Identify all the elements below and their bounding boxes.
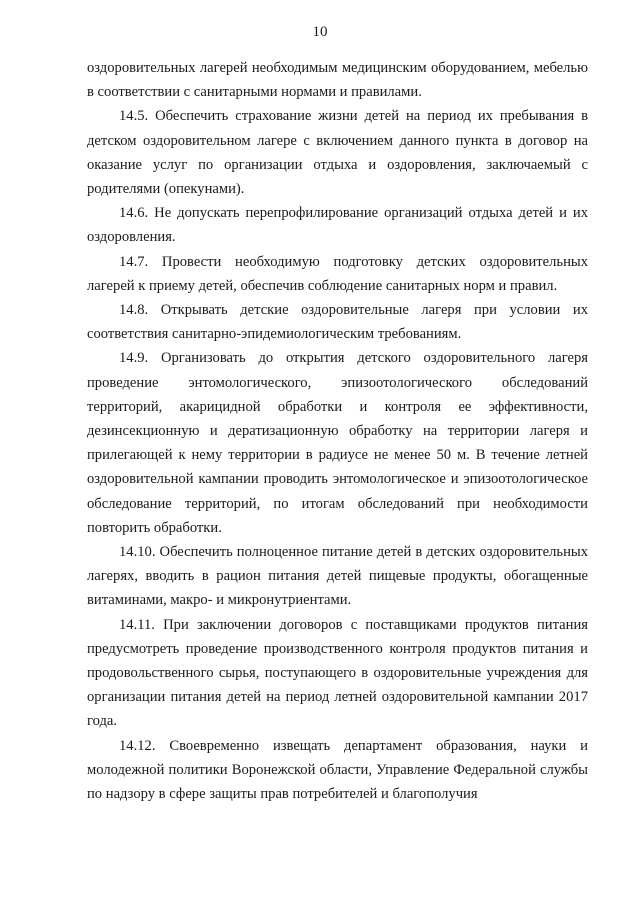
paragraph-14-11: 14.11. При заключении договоров с поставщиками продуктов питания предусмотреть проведение производственного контроля продуктов питания и продовольственного сырья, поступающего в оздоровительные учреждения для организации питания детей на период летней оздоровительной кампании 2017 года. <box>87 616 588 730</box>
paragraph-14-9: 14.9. Организовать до открытия детского оздоровительного лагеря проведение энтомологического, эпизоотологического обследований территорий, акарицидной обработки и контроля ее эффективности, дезинсекционную и дератизационную обработку на территории лагеря и прилегающей к нему территории в радиусе не менее 50 м. В течение летней оздоровительной кампании проводить энтомологическое и эпизоотологическое обследование территорий, по итогам обследований при необходимости повторить обработки. <box>87 350 588 536</box>
paragraph-14-12: 14.12. Своевременно извещать департамент образования, науки и молодежной политики Воронежской области, Управление Федеральной службы по надзору в сфере защиты прав потребителей и благополучия <box>87 737 588 803</box>
page-number: 10 <box>312 24 328 40</box>
paragraph-14-6: 14.6. Не допускать перепрофилирование организаций отдыха детей и их оздоровления. <box>87 205 588 246</box>
paragraph-14-7: 14.7. Провести необходимую подготовку детских оздоровительных лагерей к приему детей, обеспечив соблюдение санитарных норм и правил. <box>87 253 588 294</box>
paragraph-14-4-continuation: оздоровительных лагерей необходимым медицинским оборудованием, мебелью в соответствии с санитарными нормами и правилами. <box>87 60 588 101</box>
document-body <box>87 56 588 806</box>
paragraph-14-10: 14.10. Обеспечить полноценное питание детей в детских оздоровительных лагерях, вводить в рацион питания детей пищевые продукты, обогащенные витаминами, макро- и микронутриентами. <box>87 544 588 609</box>
paragraph-14-8: 14.8. Открывать детские оздоровительные лагеря при условии их соответствия санитарно-эпидемиологическим требованиям. <box>87 302 588 343</box>
paragraph-14-5: 14.5. Обеспечить страхование жизни детей на период их пребывания в детском оздоровительном лагере с включением данного пункта в договор на оказание услуг по организации отдыха и оздоровления, заключаемый с родителями (опекунами). <box>87 108 588 198</box>
